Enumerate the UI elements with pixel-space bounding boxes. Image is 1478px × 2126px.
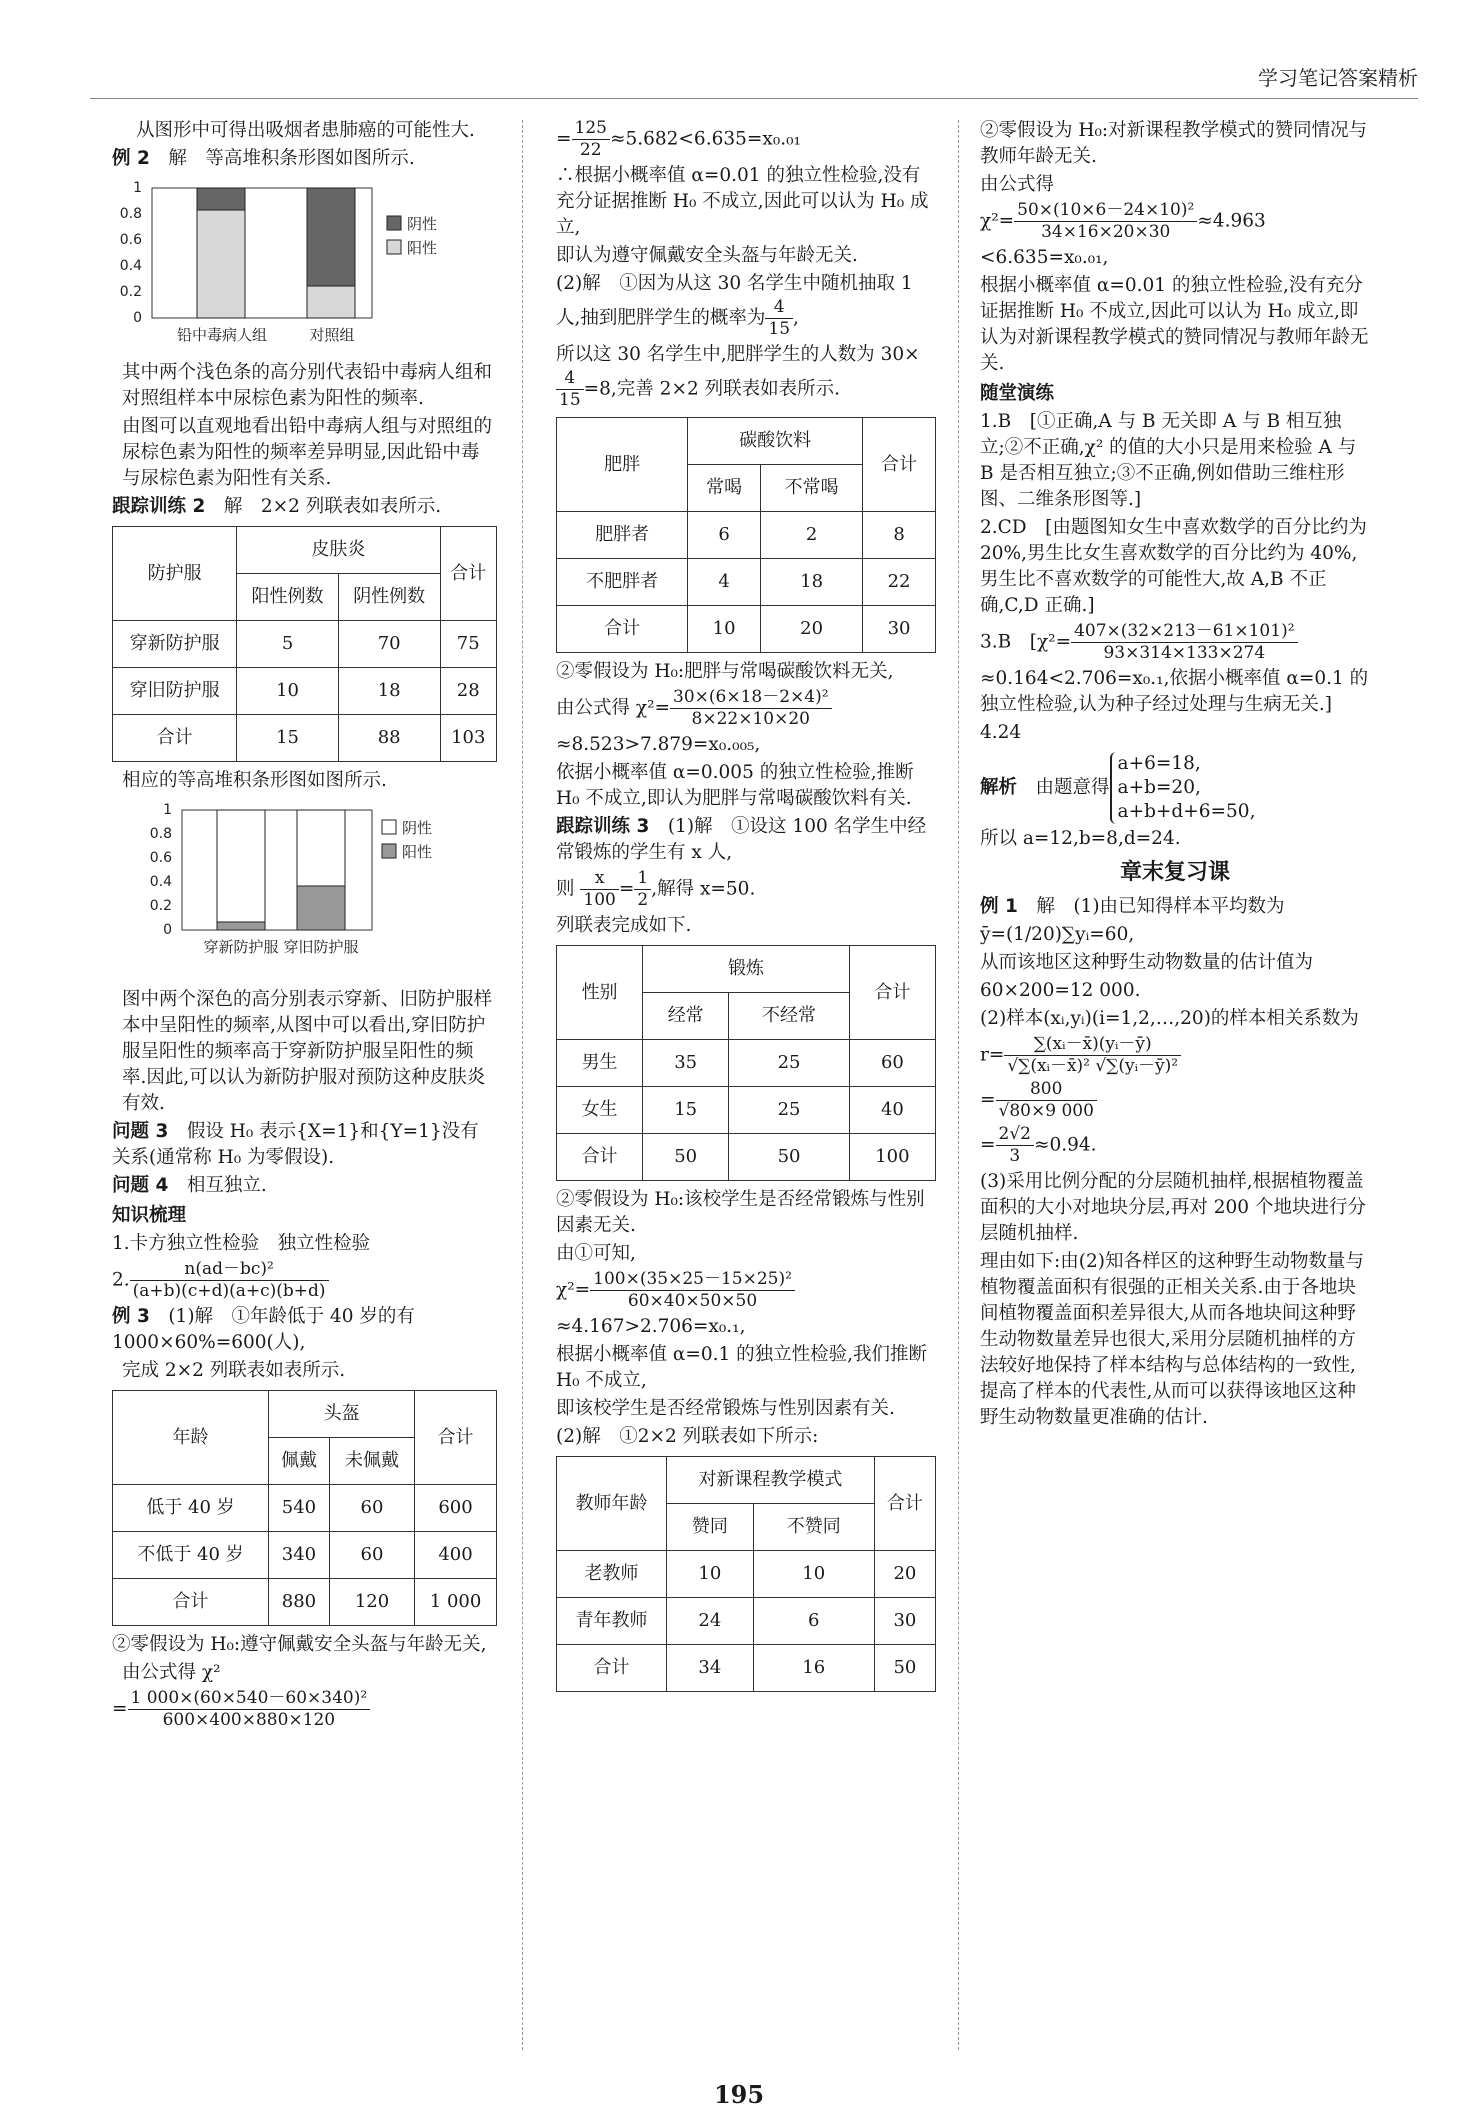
paragraph: (2)解 ①2×2 列联表如下所示:: [556, 1426, 819, 1447]
paragraph: ②零假设为 H₀:对新课程教学模式的赞同情况与教师年龄无关.: [980, 120, 1368, 167]
paragraph: 即该校学生是否经常锻炼与性别因素有关.: [556, 1398, 895, 1419]
knowledge-2: 2. $\frac{\text{n(ad－bc)²}}{(a+b)(c+d)(a+c)(b+d)}$: [112, 1259, 497, 1302]
y-tick: 1: [163, 802, 172, 818]
table-row: 合计 10 20 30: [557, 606, 936, 653]
paragraph: 理由如下:由(2)知各样区的这种野生动物数量与植物覆盖面积有很强的正相关关系.由于各地块间植物覆盖面积差异很大,从而各地块间这种野生动物数量差异也很大,采用分层随机抽样的方法较好地保持了样本结构与总体结构的一致性,提高了样本的代表性,从而可以获得该地区这种野生动物数量更准确的估计.: [980, 1251, 1364, 1428]
paragraph: 根据小概率值 α=0.01 的独立性检验,没有充分证据推断 H₀ 不成立,因此可以认为 H₀ 成立,即认为对新课程教学模式的赞同情况与教师年龄无关.: [980, 275, 1369, 374]
table-row: 合计 50 50 100: [557, 1134, 936, 1181]
formula: = $\frac{2√2}{3}$ ≈0.94.: [980, 1124, 1097, 1166]
paragraph: 从而该地区这种野生动物数量的估计值为: [980, 952, 1314, 973]
bar-negative: [197, 188, 245, 210]
paragraph: 图中两个深色的高分别表示穿新、旧防护服样本中呈阳性的频率,从图中可以看出,穿旧防护服呈阳性的频率高于穿新防护服呈阳性的频率.因此,可以认为新防护服对预防这种皮肤炎有效.: [122, 989, 493, 1114]
paragraph: 相应的等高堆积条形图如图所示.: [122, 770, 387, 791]
legend-label: 阳性: [407, 239, 438, 257]
paragraph: 所以这 30 名学生中,肥胖学生的人数为 30× $\frac{4}{15}$ =8,完善 2×2 列联表如表所示.: [556, 344, 920, 410]
table-row: 合计 15 88 103: [113, 715, 497, 762]
running-header: 学习笔记答案精析: [1258, 66, 1418, 90]
table-row: 女生 15 25 40: [557, 1087, 936, 1134]
paragraph: ≈8.523>7.879=x₀.₀₀₅,: [556, 734, 761, 755]
paragraph: 由公式得 χ²: [122, 1662, 221, 1683]
column-2: [556, 118, 936, 1698]
bar-positive: [307, 286, 355, 318]
contingency-table-2: 年龄 头盔 合计 佩戴 未佩戴 低于 40 岁 540 60 600 不低于 40 岁 340 60 400 合计 880 120 1 000: [112, 1390, 497, 1626]
paragraph: (2)解 ①因为从这 30 名学生中随机抽取 1 人,抽到肥胖学生的概率为 $\frac{4}{15}$ ,: [556, 273, 913, 339]
paragraph: 所以 a=12,b=8,d=24.: [980, 828, 1181, 849]
table-header: 皮肤炎: [237, 527, 440, 574]
answer-3: 3.B [χ²= $\frac{\text{407×(32×213－61×101)²}}{93\times 314\times 133\times 274}$: [980, 621, 1370, 664]
legend-swatch: [387, 216, 401, 230]
y-tick: 0.6: [149, 850, 172, 866]
table-row: 不肥胖者 4 18 22: [557, 559, 936, 606]
column-1: [112, 118, 497, 1733]
paragraph: 由图可以直观地看出铅中毒病人组与对照组的尿棕色素为阳性的频率差异明显,因此铅中毒与尿棕色素为阳性有关系.: [122, 416, 493, 489]
table-row: 合计 880 120 1 000: [113, 1579, 497, 1626]
page-number: 195: [713, 2080, 765, 2109]
bar-negative: [297, 810, 345, 886]
formula: χ²= $\frac{\text{100×(35×25－15×25)²}}{60\times 40\times 50\times 50}$: [556, 1269, 936, 1312]
table-row: 不低于 40 岁 340 60 400: [113, 1532, 497, 1579]
question-4: 问题 4 相互独立.: [112, 1175, 267, 1196]
track-2: 跟踪训练 2 解 2×2 列联表如表所示.: [112, 496, 442, 517]
section-heading: 随堂演练: [980, 383, 1055, 404]
paragraph: 由①可知,: [556, 1243, 636, 1264]
x-tick: 对照组: [309, 326, 355, 344]
paragraph: ∴根据小概率值 α=0.01 的独立性检验,没有充分证据推断 H₀ 不成立,因此可以认为 H₀ 成立,: [556, 165, 929, 238]
paragraph: (2)样本(xᵢ,yᵢ)(i=1,2,…,20)的样本相关系数为: [980, 1008, 1359, 1029]
table-row: 合计 34 16 50: [557, 1645, 936, 1692]
paragraph: (3)采用比例分配的分层随机抽样,根据植物覆盖面积的大小对地块分层,再对 200 个地块进行分层随机抽样.: [980, 1171, 1366, 1244]
paragraph: ②零假设为 H₀:遵守佩戴安全头盔与年龄无关,: [112, 1634, 487, 1655]
paragraph: 根据小概率值 α=0.1 的独立性检验,我们推断 H₀ 不成立,: [556, 1344, 928, 1391]
table-header: 合计: [440, 527, 496, 621]
contingency-table-5: 教师年龄 对新课程教学模式 合计 赞同 不赞同 老教师 10 10 20 青年教师 24 6 30 合计 34 16 50: [556, 1456, 936, 1692]
x-tick: 铅中毒病人组: [176, 326, 268, 344]
column-divider: [522, 120, 523, 2050]
table-row: 肥胖者 6 2 8: [557, 512, 936, 559]
paragraph: ≈0.164<2.706=x₀.₁,依据小概率值 α=0.1 的独立性检验,认为种子经过处理与生病无关.]: [980, 668, 1369, 715]
table-header: 阳性例数: [237, 574, 339, 621]
paragraph: 其中两个浅色条的高分别代表铅中毒病人组和对照组样本中尿棕色素为阳性的频率.: [122, 362, 493, 409]
formula: 则 $\frac{x}{100}$ = $\frac{1}{2}$ ,解得 x=50.: [556, 868, 756, 910]
section-heading: 知识梳理: [112, 1205, 187, 1226]
table-row: 男生 35 25 60: [557, 1040, 936, 1087]
y-tick: 0.4: [119, 258, 142, 274]
paragraph: ②零假设为 H₀:该校学生是否经常锻炼与性别因素无关.: [556, 1189, 925, 1236]
paragraph: ②零假设为 H₀:肥胖与常喝碳酸饮料无关,: [556, 661, 894, 682]
contingency-table-3: 肥胖 碳酸饮料 合计 常喝 不常喝 肥胖者 6 2 8 不肥胖者 4 18 22 合计 10 20 30: [556, 417, 936, 653]
bar-positive: [297, 886, 345, 930]
y-tick: 0: [133, 310, 142, 326]
track-label: 跟踪训练 2: [112, 496, 206, 517]
paragraph: 由公式得: [980, 174, 1055, 195]
bar-positive: [197, 210, 245, 318]
stacked-bar-chart-1: [112, 178, 492, 348]
bar-negative: [307, 188, 355, 286]
legend-swatch: [382, 844, 396, 858]
example-2: [112, 146, 497, 172]
review-example-1: 例 1 解 (1)由已知得样本平均数为: [980, 896, 1285, 917]
answer-4: 4.24: [980, 722, 1022, 743]
legend-swatch: [387, 240, 401, 254]
table-header: 防护服: [113, 527, 237, 621]
formula: 由公式得 χ²= $\frac{\text{30×(6×18－2×4)²}}{8\times 22\times 10\times 20}$: [556, 687, 936, 730]
table-row: 穿旧防护服 10 18 28: [113, 668, 497, 715]
paragraph: <6.635=x₀.₀₁,: [980, 247, 1109, 268]
formula: = $\frac{\text{1 000×(60×540－60×340)²}}{600\times 400\times 880\times 120}$: [112, 1688, 497, 1731]
formula: ȳ=(1/20)∑yᵢ=60,: [980, 924, 1135, 945]
paragraph: 列联表完成如下.: [556, 915, 692, 936]
column-divider: [958, 120, 959, 2050]
y-tick: 0.2: [119, 284, 142, 300]
example-3: 例 3 (1)解 ①年龄低于 40 岁的有 1000×60%=600(人),: [112, 1306, 415, 1353]
answer-2: 2.CD [由题图知女生中喜欢数学的百分比约为 20%,男生比女生喜欢数学的百分比约为 40%,男生比不喜欢数学的可能性大,故 A,B 不正确,C,D 正确.]: [980, 517, 1367, 616]
question-3: 问题 3 假设 H₀ 表示{X=1}和{Y=1}没有关系(通常称 H₀ 为零假设).: [112, 1121, 479, 1168]
analysis: 解析 由题意得a+6=18, a+b=20, a+b+d+6=50,: [980, 753, 1256, 822]
legend-swatch: [382, 820, 396, 834]
table-row: 老教师 10 10 20: [557, 1551, 936, 1598]
y-tick: 0.6: [119, 232, 142, 248]
example-label: 例 2: [112, 148, 150, 169]
table-row: 穿新防护服 5 70 75: [113, 621, 497, 668]
contingency-table-1: [112, 526, 497, 762]
formula: = $\frac{800}{√80\times 9 000}$: [980, 1079, 1370, 1122]
legend-label: 阴性: [402, 819, 433, 837]
review-title: 章末复习课: [1119, 860, 1230, 885]
paragraph: 即认为遵守佩戴安全头盔与年龄无关.: [556, 245, 858, 266]
paragraph: 完成 2×2 列联表如表所示.: [122, 1360, 346, 1381]
x-tick: 穿旧防护服: [283, 938, 359, 956]
y-tick: 0: [163, 922, 172, 938]
paragraph: 60×200=12 000.: [980, 980, 1141, 1001]
y-tick: 1: [133, 180, 142, 196]
legend-label: 阴性: [407, 215, 438, 233]
table-row: 低于 40 岁 540 60 600: [113, 1485, 497, 1532]
bar-positive: [217, 922, 265, 930]
header-rule: [90, 98, 1418, 99]
y-tick: 0.8: [119, 206, 142, 222]
y-tick: 0.2: [149, 898, 172, 914]
equation-system: a+6=18, a+b=20, a+b+d+6=50,: [1110, 752, 1256, 824]
column-3: [980, 118, 1370, 1433]
intro-text: 从图形中可得出吸烟者患肺癌的可能性大.: [136, 120, 475, 141]
track-3: 跟踪训练 3 (1)解 ①设这 100 名学生中经常锻炼的学生有 x 人,: [556, 816, 927, 863]
y-tick: 0.8: [149, 826, 172, 842]
formula: r= $\frac{\text{∑(xᵢ－x̄)(yᵢ－ȳ)}}{\text{√∑(xᵢ－x̄)² √∑(yᵢ－ȳ)²}}$: [980, 1034, 1370, 1077]
y-tick: 0.4: [149, 874, 172, 890]
example-text: 解 等高堆积条形图如图所示.: [168, 148, 415, 169]
knowledge-1: 1.卡方独立性检验 独立性检验: [112, 1233, 371, 1254]
table-row: 青年教师 24 6 30: [557, 1598, 936, 1645]
table-header: 阴性例数: [338, 574, 440, 621]
answer-1: 1.B [①正确,A 与 B 无关即 A 与 B 相互独立;②不正确,χ² 的值的大小只是用来检验 A 与 B 是否相互独立;③不正确,例如借助三维柱形图、二维条形图等.]: [980, 411, 1357, 510]
formula: χ²= $\frac{\text{50×(10×6－24×10)²}}{34\times 16\times 20\times 30}$ ≈4.963: [980, 200, 1266, 242]
formula: = $\frac{125}{22}$ ≈5.682<6.635=x₀.₀₁: [556, 118, 801, 160]
legend-label: 阳性: [402, 843, 433, 861]
stacked-bar-chart-2: [112, 800, 492, 975]
bar-negative: [217, 810, 265, 922]
contingency-table-4: 性别 锻炼 合计 经常 不经常 男生 35 25 60 女生 15 25 40 合计 50 50 100: [556, 945, 936, 1181]
x-tick: 穿新防护服: [203, 938, 279, 956]
paragraph: 依据小概率值 α=0.005 的独立性检验,推断 H₀ 不成立,即认为肥胖与常喝碳酸饮料有关.: [556, 762, 914, 809]
paragraph: ≈4.167>2.706=x₀.₁,: [556, 1316, 746, 1337]
